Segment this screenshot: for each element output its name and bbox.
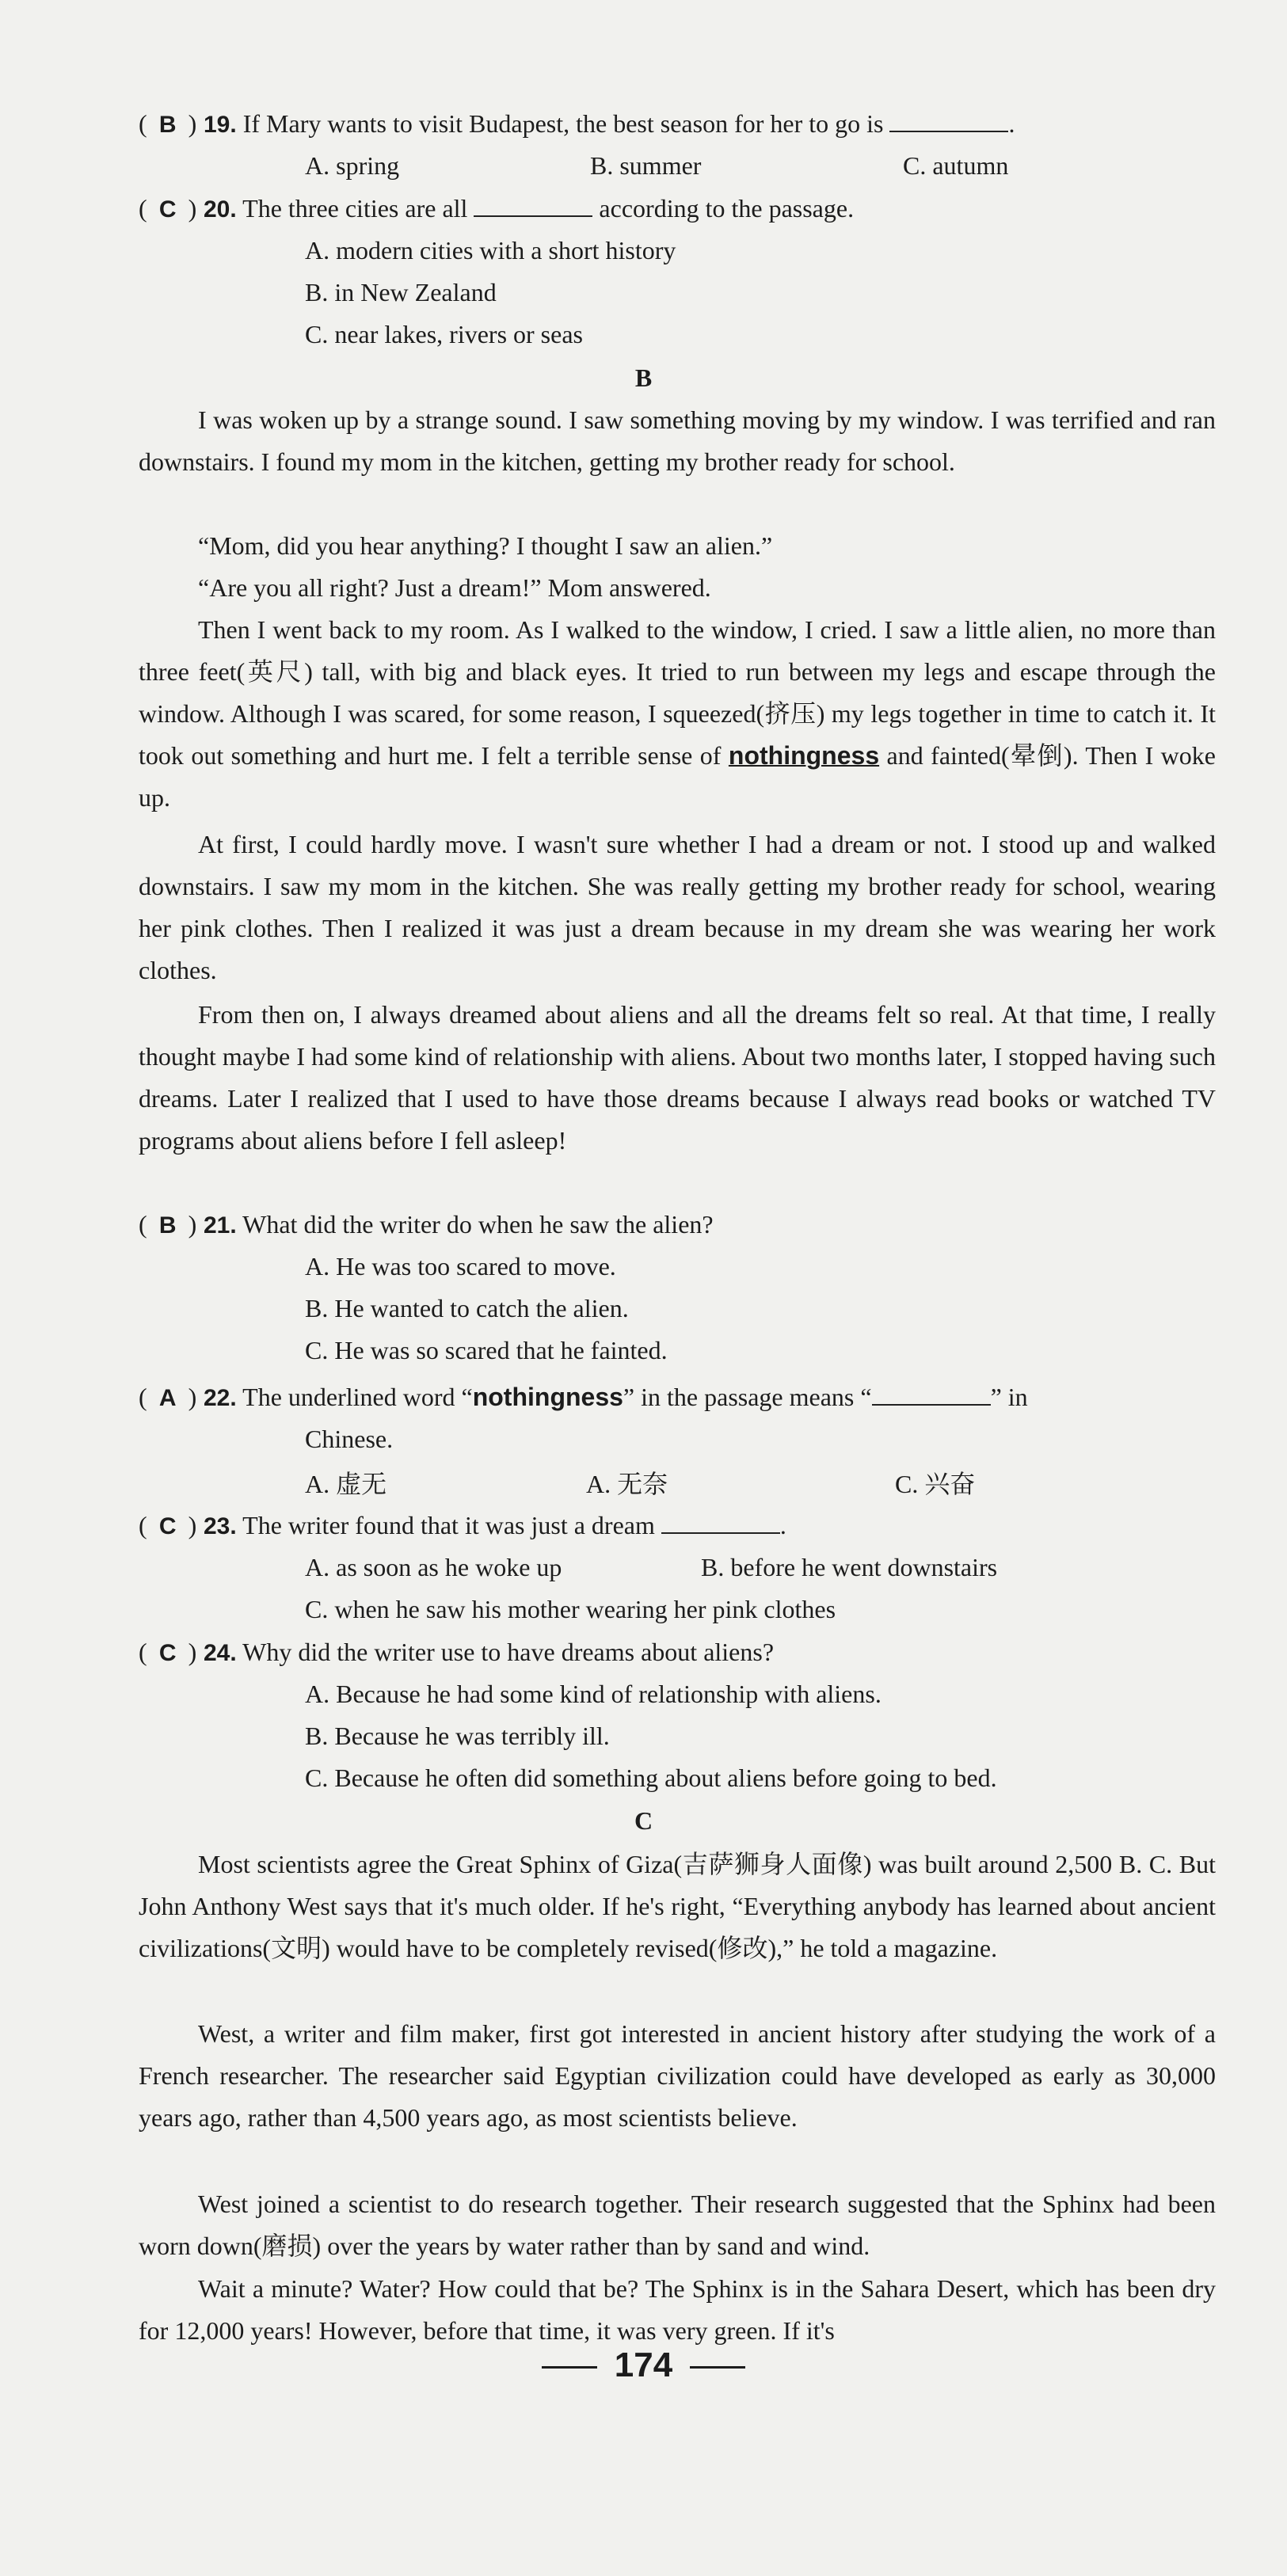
option-19-a: A. spring [305, 151, 400, 180]
option-20-b: B. in New Zealand [305, 278, 497, 306]
question-23 [139, 1505, 786, 1547]
paragraph-text: Then I went back to my room. As I walked to the window, I cried. I saw a little alien, no more than three feet(英尺) tall, with big and black eyes. It tried to run between my legs and escape through the window. Although I was scared, for some reason, I squeezed(挤压) my legs together in time to catch it. It took out something and hurt me. I felt a terrible sense of [139, 615, 1216, 770]
question-text: ” in the passage means “ [623, 1383, 872, 1411]
option-23-c: C. when he saw his mother wearing her pink clothes [305, 1595, 836, 1623]
section-b-paragraph-6: From then on, I always dreamed about aliens and all the dreams felt so real. At that time, I really thought maybe I had some kind of relationship with aliens. About two months later, I stopped having such dreams. Later I realized that I used to have those dreams because I always read books or watched TV programs about aliens before I fell asleep! [139, 1000, 1216, 1155]
question-end: . [1008, 109, 1015, 138]
question-22-line-2: Chinese. [305, 1425, 394, 1453]
option-20-c: C. near lakes, rivers or seas [305, 320, 583, 348]
section-c-heading: C [634, 1806, 653, 1835]
dash-left [542, 2366, 597, 2369]
paren-close: ) [188, 109, 197, 138]
section-b-heading: B [634, 363, 653, 392]
option-19-c: C. autumn [903, 151, 1009, 180]
question-number: 19. [204, 112, 237, 138]
option-23-b: B. before he went downstairs [701, 1553, 998, 1581]
question-text: The underlined word “ [242, 1383, 473, 1411]
option-21-a: A. He was too scared to move. [305, 1252, 616, 1280]
key-word: nothingness [472, 1383, 623, 1411]
section-c-paragraph-2: West, a writer and film maker, first got interested in ancient history after studying the work of a French researcher. The researcher said Egyptian civilization could have developed as early as 30,000 years ago, rather than 4,500 years ago, as most scientists believe. [139, 2019, 1216, 2132]
option-24-c: C. Because he often did something about aliens before going to bed. [305, 1764, 997, 1792]
answer-24: C [158, 1640, 177, 1666]
question-21 [139, 1204, 714, 1246]
question-number: 22. [204, 1385, 237, 1411]
section-b-paragraph-4 [139, 609, 1216, 819]
question-text: The writer found that it was just a dream [242, 1511, 655, 1539]
section-b-paragraph-2: “Mom, did you hear anything? I thought I saw an alien.” [198, 531, 773, 560]
question-number: 21. [204, 1212, 237, 1239]
paren-open: ( [139, 1210, 147, 1239]
section-c-paragraph-3: West joined a scientist to do research together. Their research suggested that the Sphinx had been worn down(磨损) over the years by water rather than by sand and wind. [139, 2190, 1216, 2260]
answer-blank [661, 1512, 780, 1534]
question-24 [139, 1631, 774, 1674]
question-text-after: according to the passage. [599, 194, 855, 223]
paren-open: ( [139, 1511, 147, 1539]
paren-close: ) [188, 1638, 197, 1666]
option-21-c: C. He was so scared that he fainted. [305, 1336, 668, 1364]
question-text: If Mary wants to visit Budapest, the best season for her to go is [242, 109, 884, 138]
option-19-b: B. summer [590, 151, 702, 180]
question-19 [139, 103, 1015, 146]
question-number: 24. [204, 1640, 237, 1666]
paren-open: ( [139, 109, 147, 138]
option-24-b: B. Because he was terribly ill. [305, 1722, 610, 1750]
answer-20: C [158, 196, 177, 223]
question-text: ” in [990, 1383, 1028, 1411]
option-23-a: A. as soon as he woke up [305, 1553, 562, 1581]
paren-open: ( [139, 1383, 147, 1411]
section-c-paragraph-4: Wait a minute? Water? How could that be? The Sphinx is in the Sahara Desert, which has been dry for 12,000 years! However, before that time, it was very green. If it's [139, 2274, 1216, 2345]
section-b-paragraph-3: “Are you all right? Just a dream!” Mom answered. [198, 573, 711, 602]
underlined-word: nothingness [728, 741, 880, 770]
question-20 [139, 188, 854, 230]
page-number-text: 174 [614, 2346, 673, 2384]
answer-blank [474, 195, 592, 217]
option-22-b: A. 无奈 [586, 1470, 668, 1498]
option-20-a: A. modern cities with a short history [305, 236, 676, 264]
answer-23: C [158, 1513, 177, 1539]
paren-close: ) [188, 1383, 197, 1411]
option-22-a: A. 虚无 [305, 1470, 387, 1498]
question-text: What did the writer do when he saw the alien? [242, 1210, 714, 1239]
question-22 [139, 1376, 1028, 1419]
answer-blank [872, 1383, 991, 1406]
question-end: . [779, 1511, 786, 1539]
question-number: 23. [204, 1513, 237, 1539]
paragraph-text: and fainted(晕倒). Then I woke up. [139, 741, 1216, 812]
section-b-paragraph-1: I was woken up by a strange sound. I saw something moving by my window. I was terrified and ran downstairs. I found my mom in the kitchen, getting my brother ready for school. [139, 405, 1216, 476]
option-24-a: A. Because he had some kind of relationship with aliens. [305, 1680, 881, 1708]
question-text: The three cities are all [242, 194, 468, 223]
paren-close: ) [188, 194, 197, 223]
paren-open: ( [139, 1638, 147, 1666]
dash-right [690, 2366, 745, 2369]
section-c-paragraph-1: Most scientists agree the Great Sphinx of Giza(吉萨狮身人面像) was built around 2,500 B. C. But John Anthony West says that it's much older. If he's right, “Everything anybody has learned about ancient civilizations(文明) would have to be completely revised(修改),” he told a magazine. [139, 1850, 1216, 1962]
paren-close: ) [188, 1511, 197, 1539]
answer-21: B [158, 1212, 177, 1239]
page-number [0, 2346, 1287, 2385]
answer-blank [889, 110, 1008, 132]
question-text: Why did the writer use to have dreams about aliens? [242, 1638, 775, 1666]
answer-19: B [158, 112, 177, 138]
answer-22: A [158, 1385, 177, 1411]
question-number: 20. [204, 196, 237, 223]
option-22-c: C. 兴奋 [895, 1470, 976, 1498]
paren-open: ( [139, 194, 147, 223]
option-21-b: B. He wanted to catch the alien. [305, 1294, 629, 1322]
paren-close: ) [188, 1210, 197, 1239]
section-b-paragraph-5: At first, I could hardly move. I wasn't sure whether I had a dream or not. I stood up and walked downstairs. I saw my mom in the kitchen. She was really getting my brother ready for school, wearing her pink clothes. Then I realized it was just a dream because in my dream she was wearing her work clothes. [139, 830, 1216, 984]
